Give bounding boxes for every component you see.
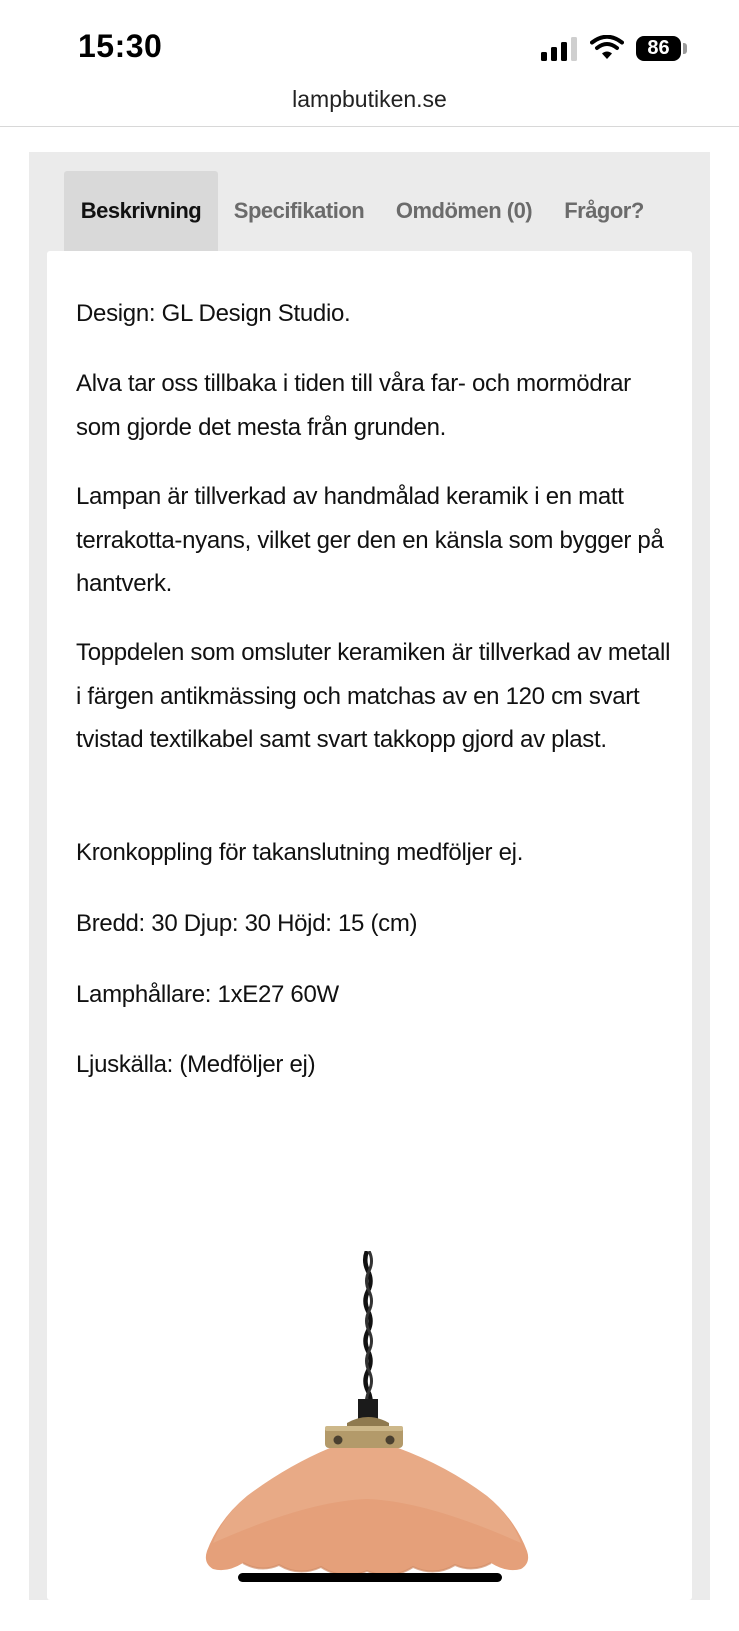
battery-icon: 86 — [636, 36, 681, 61]
address-bar-divider — [0, 126, 739, 127]
signal-icon — [541, 37, 579, 61]
description-paragraph: Lampan är tillverkad av handmålad keramik i en matt terrakotta-nyans, vilket ger den en känsla som bygger på hantverk. — [76, 483, 664, 597]
description-paragraph: Design: GL Design Studio. — [76, 300, 351, 327]
home-indicator[interactable] — [238, 1573, 502, 1582]
description-paragraph: Lamphållare: 1xE27 60W — [76, 981, 339, 1008]
wifi-icon — [590, 35, 624, 61]
description-paragraph: Ljuskälla: (Medföljer ej) — [76, 1051, 316, 1078]
description-paragraph: Bredd: 30 Djup: 30 Höjd: 15 (cm) — [76, 910, 418, 937]
description-paragraph: Kronkoppling för takanslutning medföljer ej. — [76, 839, 524, 866]
battery-tip — [683, 43, 687, 54]
tab-specifikation[interactable]: Specifikation — [233, 198, 365, 223]
product-tabs-panel — [29, 152, 710, 1600]
description-paragraph: Alva tar oss tillbaka i tiden till våra far- och mormödrar som gjorde det mesta från grunden. — [76, 370, 631, 441]
description-content — [47, 251, 692, 1600]
tab-fragor[interactable]: Frågor? — [564, 198, 644, 223]
address-bar-url[interactable]: lampbutiken.se — [292, 86, 447, 112]
tab-omdomen[interactable]: Omdömen (0) — [395, 198, 533, 223]
status-bar — [0, 0, 739, 86]
status-time: 15:30 — [78, 28, 163, 64]
description-paragraph: Toppdelen som omsluter keramiken är tillverkad av metall i färgen antikmässing och matchas av en 120 cm svart tvistad textilkabel samt svart takkopp gjord av plast. — [76, 639, 671, 753]
tab-beskrivning[interactable]: Beskrivning — [64, 171, 218, 251]
